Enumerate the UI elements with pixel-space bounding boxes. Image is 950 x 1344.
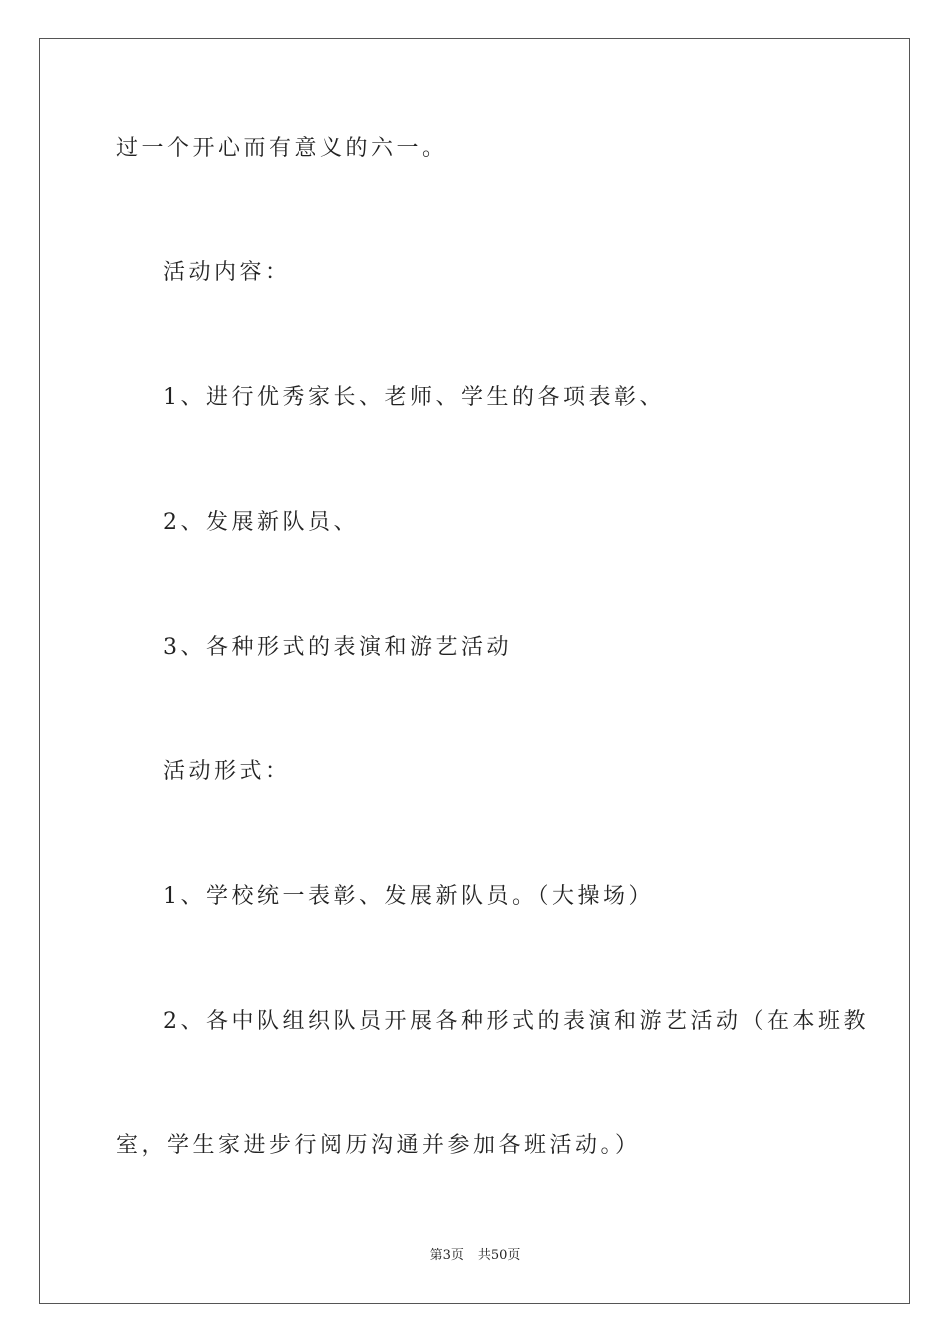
page-border (39, 38, 910, 1304)
section-heading-content: 活动内容： (163, 260, 291, 285)
page-total: 共50页 (477, 1248, 521, 1263)
list-item-content-2: 2、发展新队员、 (163, 510, 359, 535)
list-item-form-1: 1、学校统一表彰、发展新队员。（大操场） (163, 884, 654, 909)
page-footer (0, 1247, 950, 1265)
list-item-form-2: 2、各中队组织队员开展各种形式的表演和游艺活动（在本班教 (163, 1009, 869, 1034)
list-item-content-1: 1、进行优秀家长、老师、学生的各项表彰、 (163, 385, 665, 410)
paragraph-continuation: 过一个开心而有意义的六一。 (116, 136, 448, 161)
list-item-content-3: 3、各种形式的表演和游艺活动 (163, 635, 512, 660)
page-number: 第3页 (429, 1248, 464, 1263)
section-heading-form: 活动形式： (163, 759, 291, 784)
list-item-form-2-continuation: 室，学生家进步行阅历沟通并参加各班活动。） (116, 1133, 641, 1158)
